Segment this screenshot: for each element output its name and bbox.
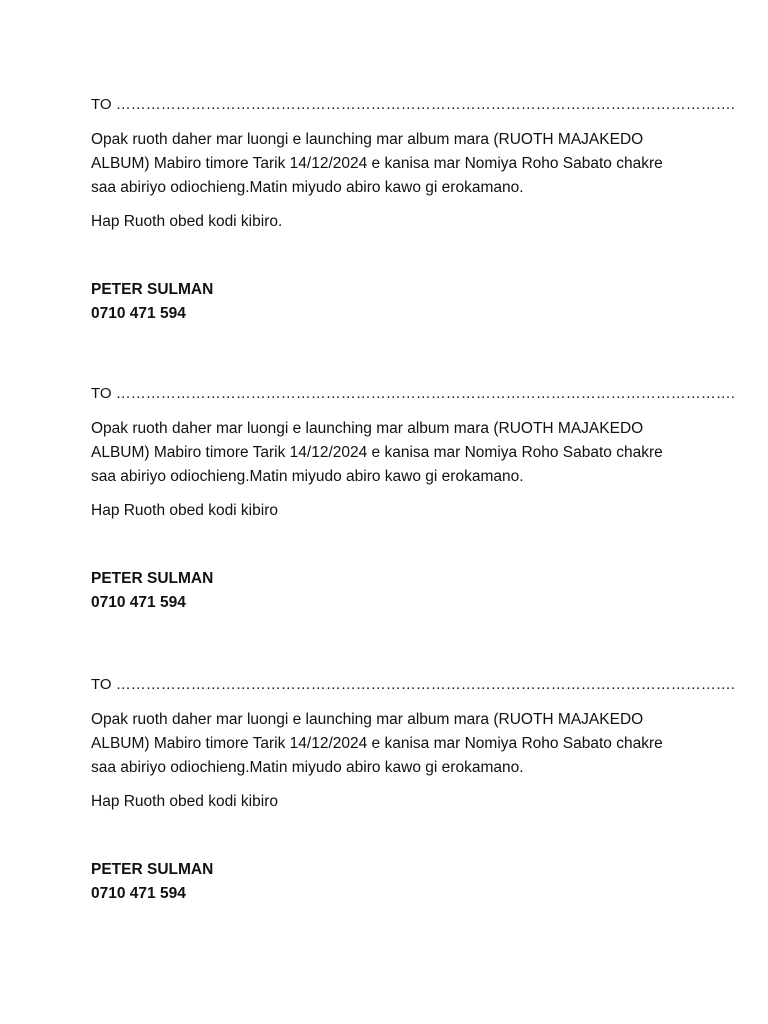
invitation-block (91, 96, 735, 326)
signature (91, 858, 691, 906)
signature (91, 278, 691, 326)
invitation-message: Opak ruoth daher mar luongi e launching mar album mara (RUOTH MAJAKEDO ALBUM) Mabiro timore Tarik 14/12/2024 e kanisa mar Nomiya Roho Sabato chakre saa abiriyo odiochieng.Matin miyudo abiro kawo gi erokamano. (91, 711, 663, 776)
blessing-line: Hap Ruoth obed kodi kibiro. (91, 213, 283, 230)
sender-name: PETER SULMAN (91, 570, 214, 587)
signature (91, 567, 691, 615)
sender-name: PETER SULMAN (91, 861, 214, 878)
sender-phone: 0710 471 594 (91, 305, 186, 322)
invitation-block (91, 676, 735, 906)
recipient-line: TO ……………………………………………………………………………………………………………. (91, 96, 735, 113)
sender-phone: 0710 471 594 (91, 594, 186, 611)
invitation-message: Opak ruoth daher mar luongi e launching mar album mara (RUOTH MAJAKEDO ALBUM) Mabiro timore Tarik 14/12/2024 e kanisa mar Nomiya Roho Sabato chakre saa abiriyo odiochieng.Matin miyudo abiro kawo gi erokamano. (91, 420, 663, 485)
recipient-line: TO ……………………………………………………………………………………………………………. (91, 676, 735, 693)
sender-name: PETER SULMAN (91, 281, 214, 298)
invitation-message: Opak ruoth daher mar luongi e launching mar album mara (RUOTH MAJAKEDO ALBUM) Mabiro timore Tarik 14/12/2024 e kanisa mar Nomiya Roho Sabato chakre saa abiriyo odiochieng.Matin miyudo abiro kawo gi erokamano. (91, 131, 663, 196)
recipient-line: TO ……………………………………………………………………………………………………………. (91, 385, 735, 402)
blessing-line: Hap Ruoth obed kodi kibiro (91, 793, 278, 810)
sender-phone: 0710 471 594 (91, 885, 186, 902)
blessing-line: Hap Ruoth obed kodi kibiro (91, 502, 278, 519)
invitation-block (91, 385, 735, 615)
